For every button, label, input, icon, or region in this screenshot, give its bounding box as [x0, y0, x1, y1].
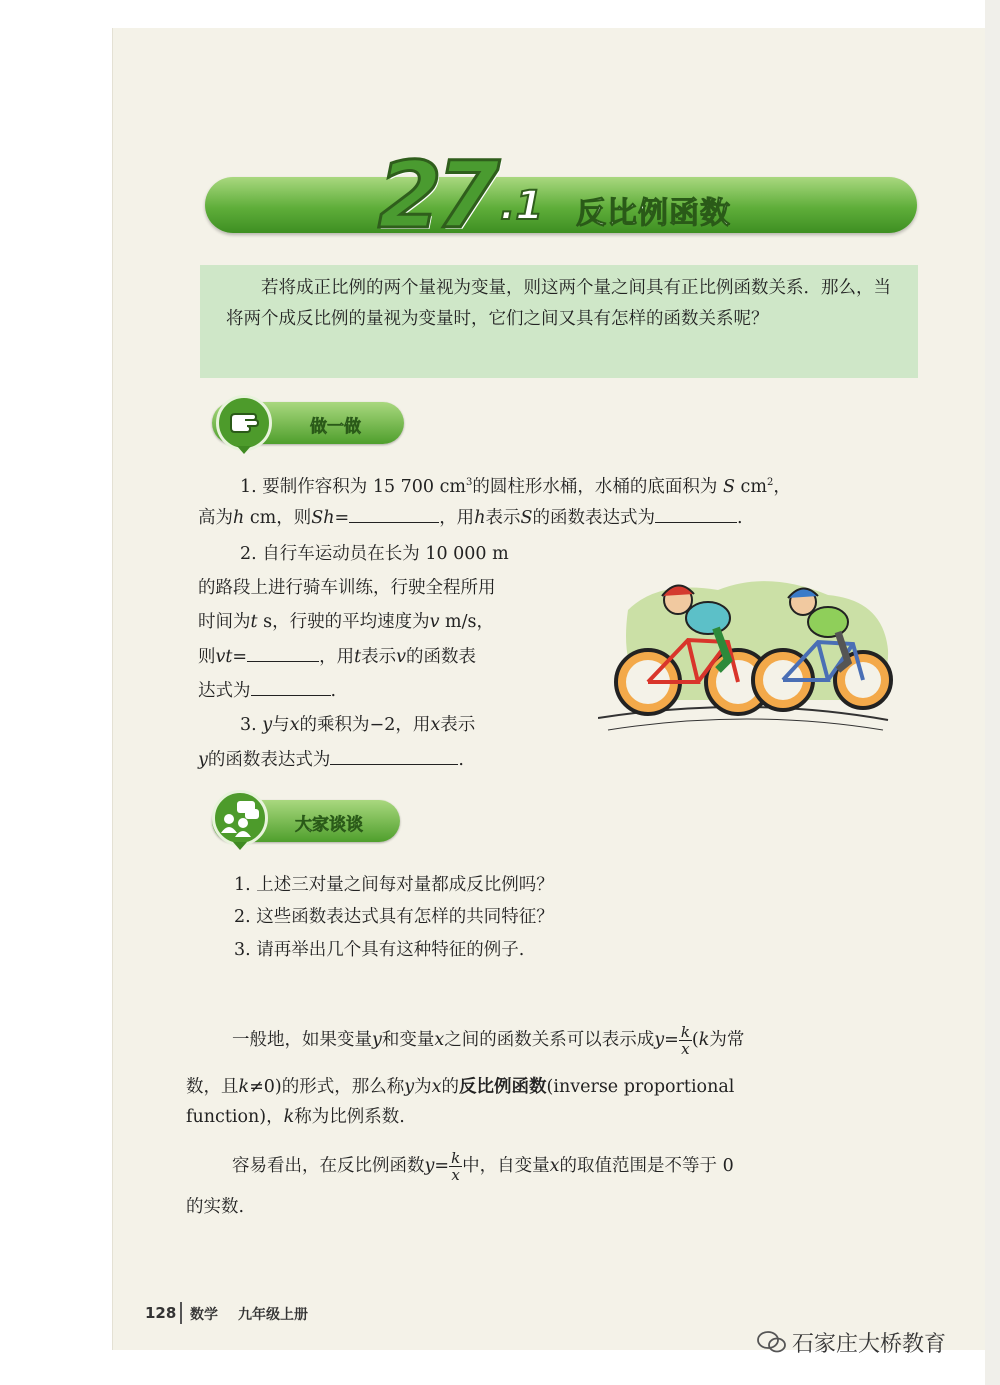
q1-line2: 高为h cm，则Sh= ，用h表示S的函数表达式为 . [198, 500, 743, 535]
section-label-do: 做一做 [310, 417, 361, 437]
page-number: 128 [145, 1304, 177, 1322]
discuss-item-1: 1. 上述三对量之间每对量都成反比例吗？ [234, 875, 554, 895]
answer-blank[interactable] [330, 742, 458, 765]
note-line1: 容易看出，在反比例函数y= $\frac{k}{x}$ 中，自变量x的取值范围是不等于 0 [232, 1149, 734, 1184]
definition-line2: 数，且k≠0)的形式，那么称y为x的反比例函数(inverse proportional [186, 1077, 735, 1097]
section-number: .1 [500, 183, 544, 229]
q1-line1: 1. 要制作容积为 15 700 $cm^3$的圆柱形水桶，水桶的底面积为 S $cm^2$， [240, 476, 791, 497]
discuss-item-2: 2. 这些函数表达式具有怎样的共同特征？ [234, 907, 554, 927]
q2-line3: 时间为t s，行驶的平均速度为v m/s， [198, 612, 495, 632]
answer-blank[interactable] [247, 639, 319, 662]
section-label-discuss: 大家谈谈 [295, 815, 363, 835]
people-icon [212, 790, 268, 846]
footer-subject: 数学 [190, 1307, 218, 1323]
hand-icon [216, 395, 272, 451]
answer-blank[interactable] [251, 673, 331, 696]
wechat-icon [757, 1331, 787, 1353]
note-line2: 的实数. [186, 1197, 245, 1217]
q3-line1: 3. y与x的乘积为−2，用x表示 [240, 715, 476, 735]
discuss-item-3: 3. 请再举出几个具有这种特征的例子. [234, 940, 525, 960]
fraction-k-over-x: $\frac{k}{x}$ [451, 1149, 461, 1184]
q2-line4: 则vt= ，用t表示v的函数表 [198, 639, 476, 674]
q3-line2: y的函数表达式为 . [198, 742, 464, 777]
fraction-k-over-x: $\frac{k}{x}$ [680, 1023, 690, 1058]
definition-line1: 一般地，如果变量y和变量x之间的函数关系可以表示成y= $\frac{k}{x}$ (k为常 [232, 1023, 745, 1058]
footer-divider [180, 1302, 182, 1324]
cyclists-illustration [598, 570, 898, 740]
page-edge [985, 0, 1000, 1385]
chapter-number: 27 [378, 142, 495, 249]
intro-box: 若将成正比例的两个量视为变量，则这两个量之间具有正比例函数关系．那么，当将两个成反比例的量视为变量时，它们之间又具有怎样的函数关系呢？ [200, 265, 918, 378]
answer-blank[interactable] [655, 500, 737, 523]
watermark-text: 石家庄大桥教育 [792, 1332, 947, 1357]
q2-line2: 的路段上进行骑车训练，行驶全程所用 [198, 578, 496, 598]
chapter-title: 反比例函数 [576, 196, 731, 231]
footer-grade: 九年级上册 [238, 1307, 308, 1323]
chapter-banner [205, 177, 917, 233]
q2-line5: 达式为 . [198, 673, 336, 708]
q2-line1: 2. 自行车运动员在长为 10 000 m [240, 544, 509, 564]
pointer-icon [237, 446, 251, 454]
definition-line3: function)，k称为比例系数. [186, 1107, 405, 1127]
answer-blank[interactable] [349, 500, 439, 523]
term-inverse-proportional: 反比例函数 [459, 1077, 547, 1097]
pointer-icon [233, 842, 247, 850]
